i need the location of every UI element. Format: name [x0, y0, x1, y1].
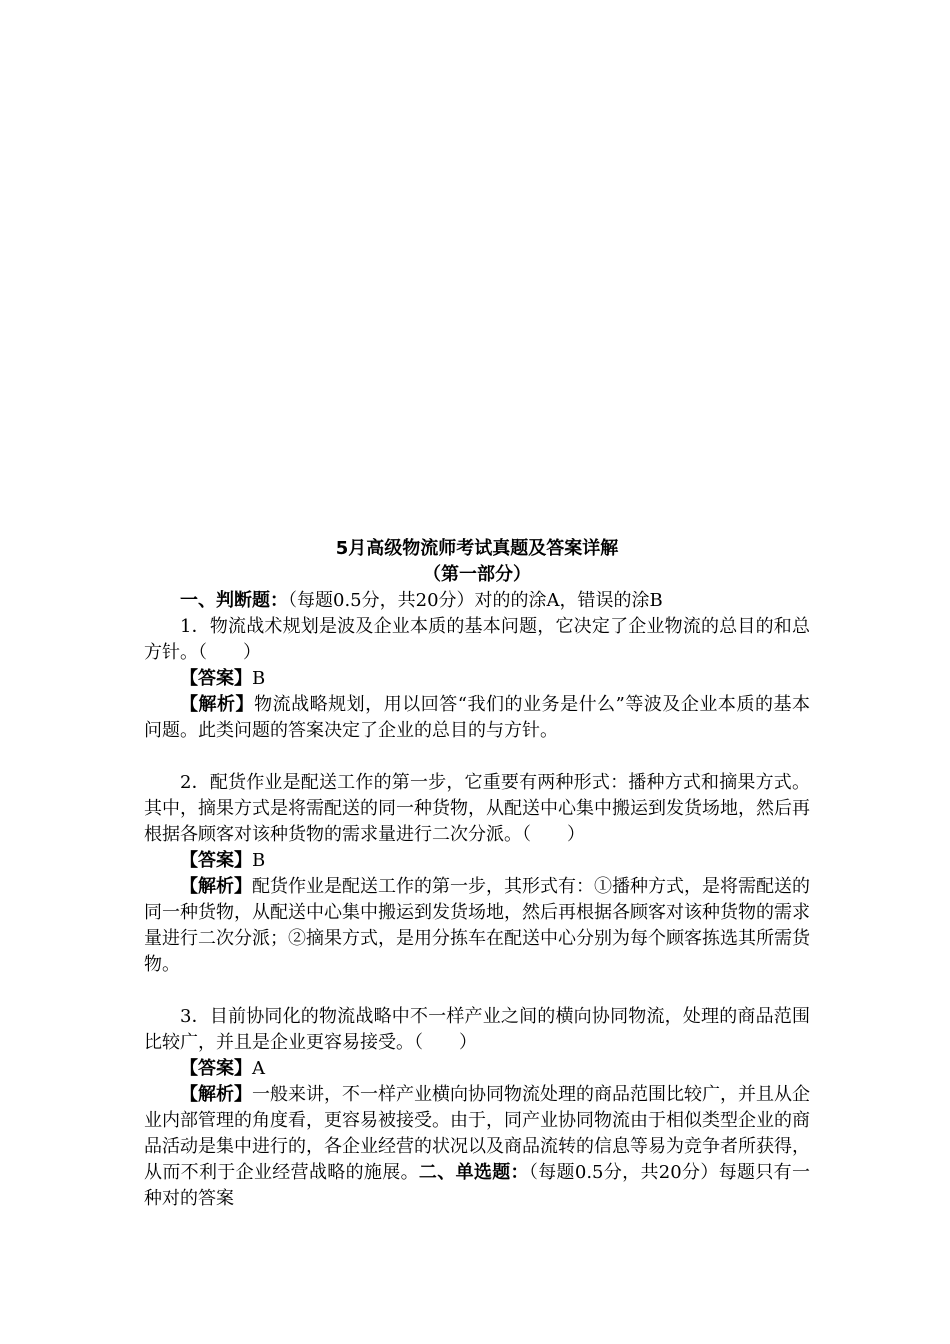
answer-value: B: [252, 668, 266, 689]
question-2-text: 2．配货作业是配送工作的第一步，它重要有两种形式：播种方式和摘果方式。其中，摘果方式是将需配送的同一种货物，从配送中心集中搬运到发货场地，然后再根据各顾客对该种货物的需求量进行二次分派。（ ）: [144, 772, 810, 845]
question-3-text: 3．目前协同化的物流战略中不一样产业之间的横向协同物流，处理的商品范围比较广，并且是企业更容易接受。（ ）: [144, 1006, 810, 1053]
answer-label: 【答案】: [180, 850, 252, 871]
section1-note: （每题0.5分，共20分）对的的涂A，错误的涂B: [288, 590, 663, 611]
section1-header: [144, 588, 810, 614]
section1-heading: 一、判断题：: [180, 590, 288, 611]
question-1-analysis: [144, 692, 810, 744]
answer-value: B: [252, 850, 266, 871]
question-1-text: 1．物流战术规划是波及企业本质的基本问题，它决定了企业物流的总目的和总方针。（ ）: [144, 616, 810, 663]
analysis-text: 配货作业是配送工作的第一步，其形式有：①播种方式，是将需配送的同一种货物，从配送中心集中搬运到发货场地，然后再根据各顾客对该种货物的需求量进行二次分派；②摘果方式，是用分拣车在配送中心分别为每个顾客拣选其所需货物。: [144, 876, 810, 975]
document-title: 5月高级物流师考试真题及答案详解: [335, 538, 619, 559]
analysis-text: 物流战略规划，用以回答“我们的业务是什么”等波及企业本质的基本问题。此类问题的答案决定了企业的总目的与方针。: [144, 694, 811, 741]
answer-label: 【答案】: [180, 1058, 252, 1079]
question-2-analysis: [144, 874, 810, 978]
question-3-answer: [144, 1056, 810, 1082]
analysis-label: 【解析】: [180, 1084, 252, 1105]
answer-label: 【答案】: [180, 668, 252, 689]
analysis-label: 【解析】: [180, 694, 255, 715]
question-3-analysis: [144, 1082, 810, 1212]
answer-value: A: [252, 1058, 265, 1079]
document-page: [144, 536, 810, 1212]
analysis-text: 一般来讲，不一样产业横向协同物流处理的商品范围比较广，并且从企业内部管理的角度看，更容易被接受。由于，同产业协同物流由于相似类型企业的商品活动是集中进行的，各企业经营的状况以及商品流转的信息等易为竞争者所获得，从而不利于企业经营战略的施展。: [144, 1084, 810, 1183]
analysis-label: 【解析】: [180, 876, 252, 897]
spacer: [144, 978, 810, 1004]
spacer: [144, 744, 810, 770]
section2-heading: 二、单选题：: [418, 1162, 529, 1183]
document-subtitle: （第一部分）: [423, 564, 531, 585]
section2-note: （每题0.5分，共20分）每题只有一种对的答案: [144, 1162, 811, 1209]
question-2-answer: [144, 848, 810, 874]
question-1-answer: [144, 666, 810, 692]
